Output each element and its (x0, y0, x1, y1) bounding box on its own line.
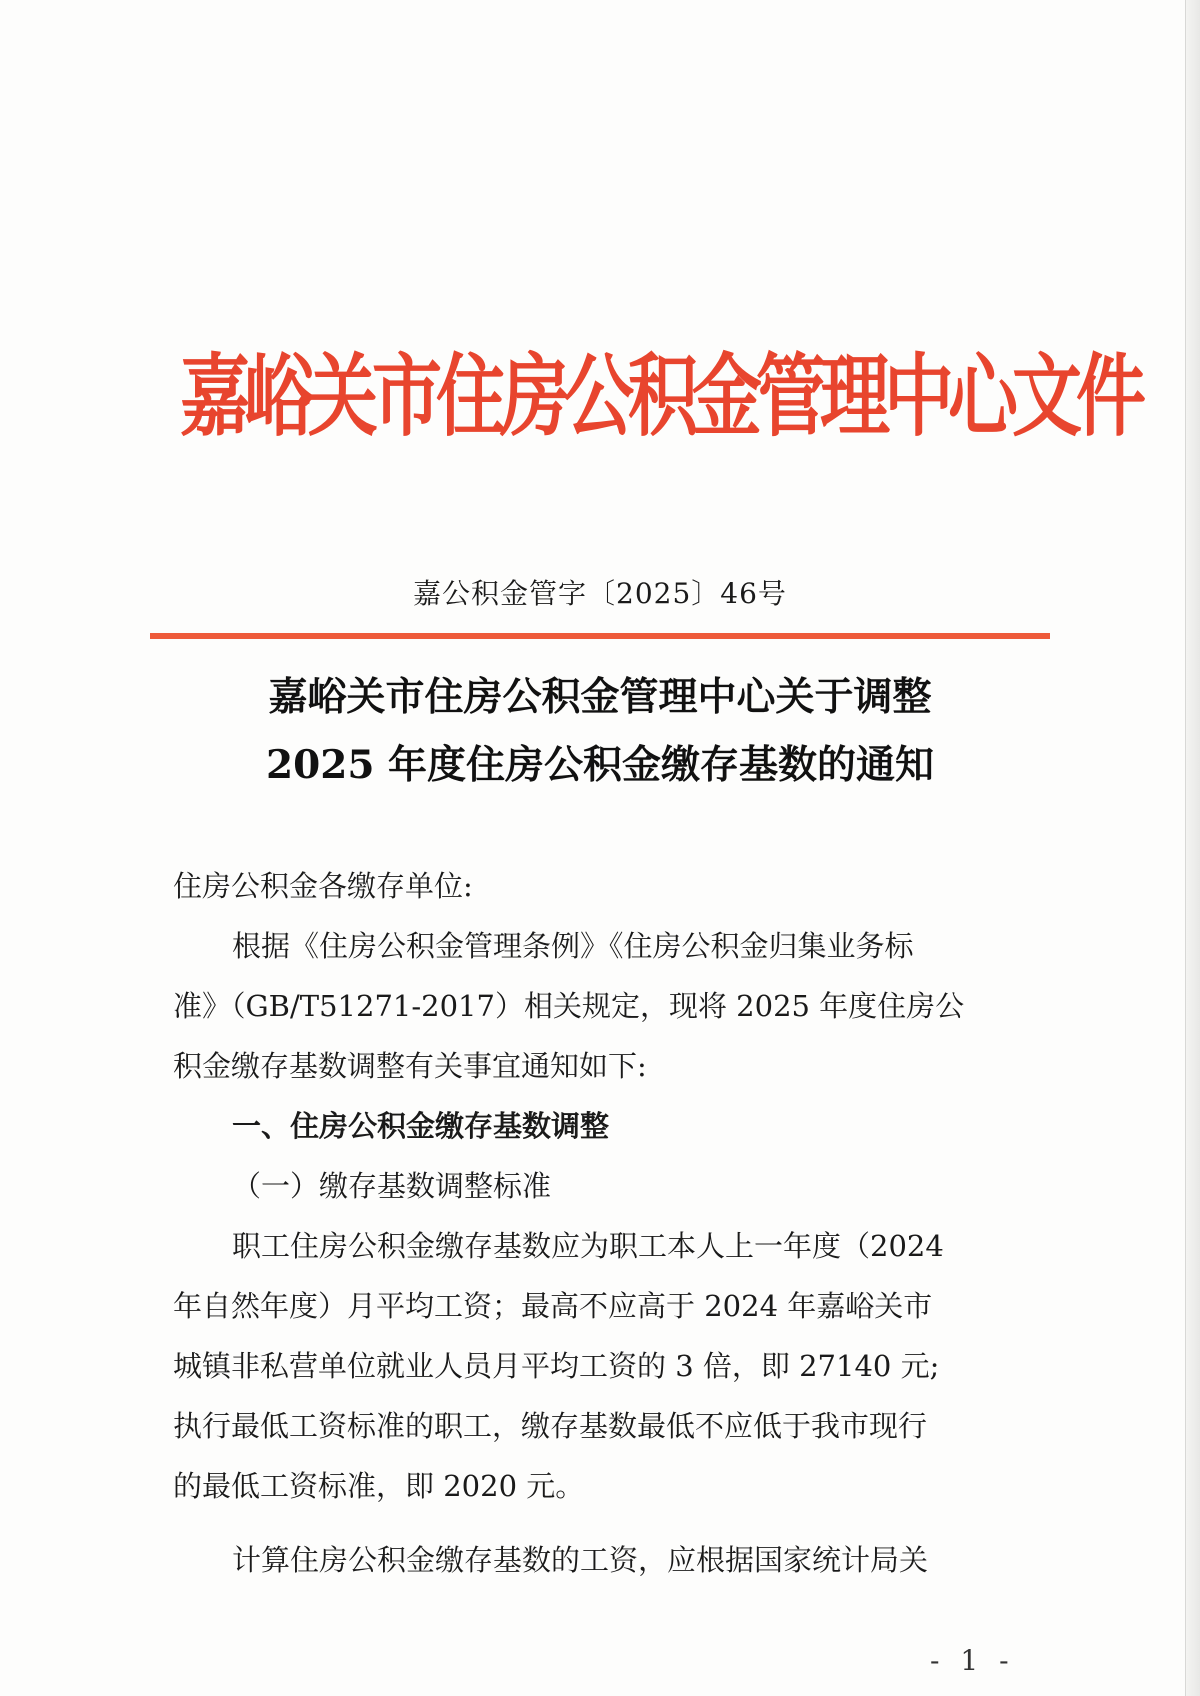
paragraph-1-line-4: 执行最低工资标准的职工，缴存基数最低不应低于我市现行 (173, 1409, 928, 1443)
notice-title-line-1: 嘉峪关市住房公积金管理中心关于调整 (268, 674, 932, 720)
red-divider-line (150, 633, 1050, 639)
intro-line-2: 准》（GB/T51271-2017）相关规定，现将 2025 年度住房公 (173, 989, 965, 1023)
red-header-title: 嘉峪关市住房公积金管理中心文件 (180, 343, 1140, 450)
paragraph-1-line-2: 年自然年度）月平均工资；最高不应高于 2024 年嘉峪关市 (173, 1289, 933, 1323)
scan-edge-shadow (1185, 0, 1200, 1696)
document-number: 嘉公积金管字〔2025〕46号 (413, 577, 787, 610)
intro-line-1: 根据《住房公积金管理条例》《住房公积金归集业务标 (232, 929, 914, 963)
notice-title-line-2: 2025 年度住房公积金缴存基数的通知 (265, 742, 935, 788)
salutation: 住房公积金各缴存单位: (173, 869, 473, 903)
page-number: - 1 - (930, 1644, 1015, 1677)
paragraph-1-line-5: 的最低工资标准，即 2020 元。 (173, 1469, 585, 1503)
paragraph-1-line-1: 职工住房公积金缴存基数应为职工本人上一年度（2024 (232, 1229, 944, 1263)
subsection-1-heading: （一）缴存基数调整标准 (232, 1169, 552, 1203)
paragraph-2-line-1: 计算住房公积金缴存基数的工资，应根据国家统计局关 (232, 1543, 929, 1577)
intro-line-3: 积金缴存基数调整有关事宜通知如下: (173, 1049, 647, 1083)
section-1-heading: 一、住房公积金缴存基数调整 (232, 1109, 610, 1143)
paragraph-1-line-3: 城镇非私营单位就业人员月平均工资的 3 倍，即 27140 元; (173, 1349, 940, 1383)
